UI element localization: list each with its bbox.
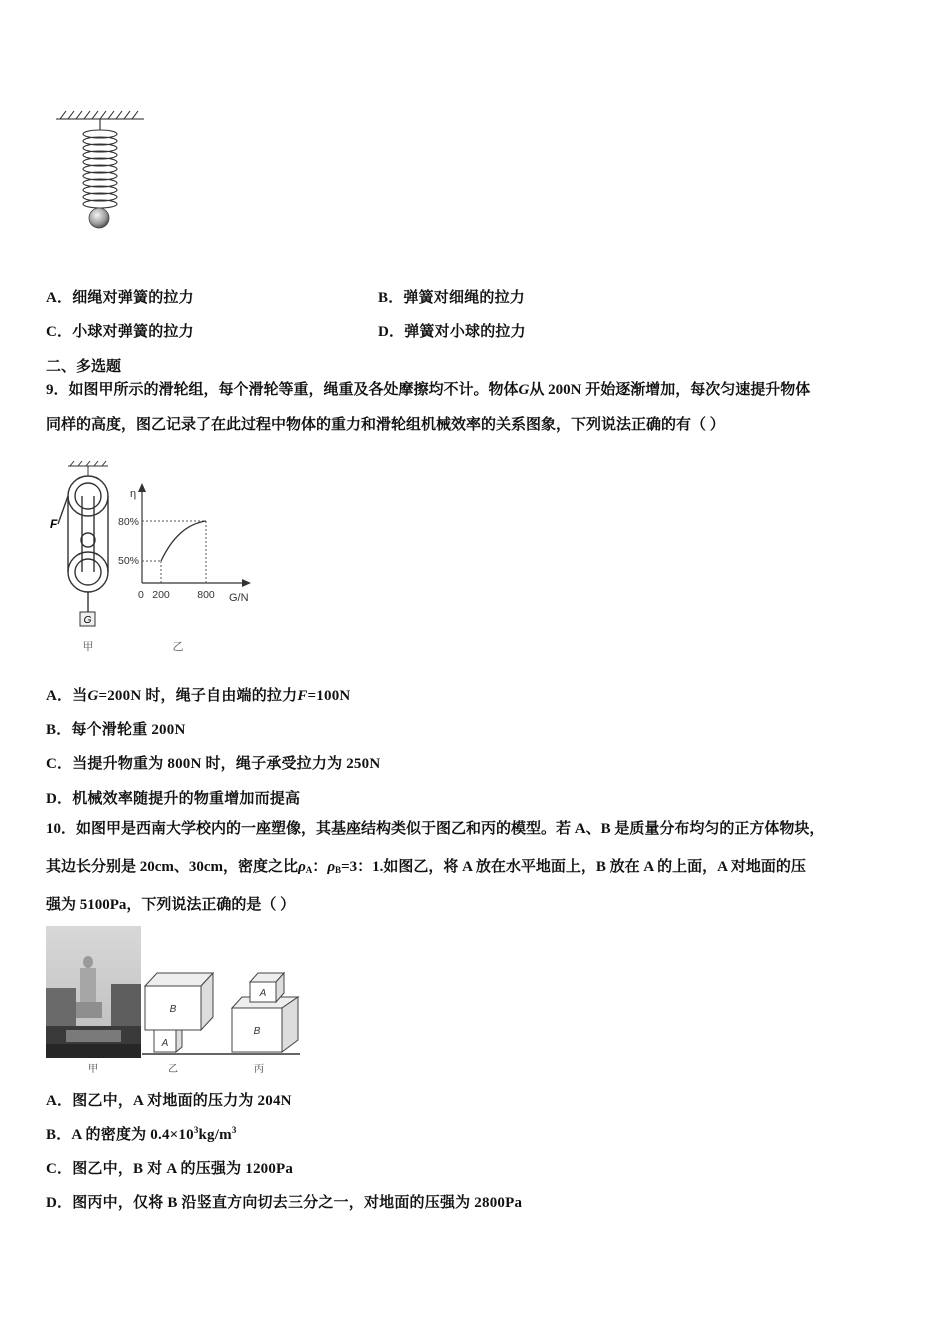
force-f-label: F xyxy=(50,517,58,531)
q10-option-d: D．图丙中，仅将 B 沿竖直方向切去三分之一，对地面的压强为 2800Pa xyxy=(46,1195,523,1211)
spring-coils xyxy=(83,130,117,208)
guide-lines xyxy=(142,521,206,583)
x-tick-800: 800 xyxy=(197,589,215,601)
x-axis-arrow xyxy=(242,579,251,587)
q10-stem-line1: 10．如图甲是西南大学校内的一座塑像，其基座结构类似于图乙和丙的模型。若 A、B 是质量分布均匀的正方体物块， xyxy=(46,821,825,837)
weight-g-label: G xyxy=(83,615,92,626)
bing-label-b: B xyxy=(253,1026,261,1037)
x-tick-200: 200 xyxy=(152,589,170,601)
caption-jia: 甲 xyxy=(88,1064,98,1075)
yi-label-a: A xyxy=(161,1038,169,1049)
bing-label-a: A xyxy=(259,988,267,999)
q9-option-d: D．机械效率随提升的物重增加而提高 xyxy=(46,791,301,807)
q9-option-b: B．每个滑轮重 200N xyxy=(46,722,186,738)
ceiling-hatch xyxy=(56,111,144,119)
y-tick-50: 50% xyxy=(117,555,139,567)
caption-jia: 甲 xyxy=(82,641,94,653)
efficiency-graph xyxy=(108,478,270,656)
q9-stem-line2: 同样的高度，图乙记录了在此过程中物体的重力和滑轮组机械效率的关系图象，下列说法正确的有（ ） xyxy=(46,417,725,433)
section-title: 二、多选题 xyxy=(46,359,122,375)
q9-option-c: C．当提升物重为 800N 时，绳子承受拉力为 250N xyxy=(46,756,381,772)
spring-ball-figure xyxy=(50,108,160,233)
x-axis-label: G/N xyxy=(229,592,249,604)
statue-blocks-figure xyxy=(46,926,306,1078)
q8-option-d: D．弹簧对小球的拉力 xyxy=(378,324,526,340)
q9-stem-line1: 9．如图甲所示的滑轮组，每个滑轮等重，绳重及各处摩擦均不计。物体G从 200N 开始逐渐增加，每次匀速提升物体 xyxy=(46,382,811,398)
q8-option-c: C．小球对弹簧的拉力 xyxy=(46,324,194,340)
efficiency-curve xyxy=(161,521,206,561)
statue-photo xyxy=(46,926,141,1058)
q10-option-b: B．A 的密度为 $0.4\times 10^3kg/m^3$ xyxy=(46,1125,237,1143)
y-tick-80: 80% xyxy=(117,516,139,528)
y-axis-label: η xyxy=(130,488,137,500)
q10-option-a: A．图乙中，A 对地面的压力为 204N xyxy=(46,1093,292,1109)
q10-stem-line2: 其边长分别是 20cm、30cm，密度之比ρA：ρB=3：1.如图乙，将 A 放在水平地面上，B 放在 A 的上面，A 对地面的压 xyxy=(46,859,806,875)
q10-stem-line3: 强为 5100Pa，下列说法正确的是（ ） xyxy=(46,897,296,913)
caption-yi: 乙 xyxy=(172,641,184,653)
ball xyxy=(89,208,109,228)
caption-yi: 乙 xyxy=(168,1064,178,1075)
x-tick-0: 0 xyxy=(138,589,144,601)
q8-option-b: B．弹簧对细绳的拉力 xyxy=(378,290,526,306)
q8-option-a: A．细绳对弹簧的拉力 xyxy=(46,290,194,306)
y-axis-arrow xyxy=(138,483,146,492)
q9-option-a: A．当G=200N 时，绳子自由端的拉力F=100N xyxy=(46,688,351,704)
q10-option-c: C．图乙中，B 对 A 的压强为 1200Pa xyxy=(46,1161,294,1177)
caption-bing: 丙 xyxy=(254,1064,264,1075)
yi-label-b: B xyxy=(169,1004,177,1015)
